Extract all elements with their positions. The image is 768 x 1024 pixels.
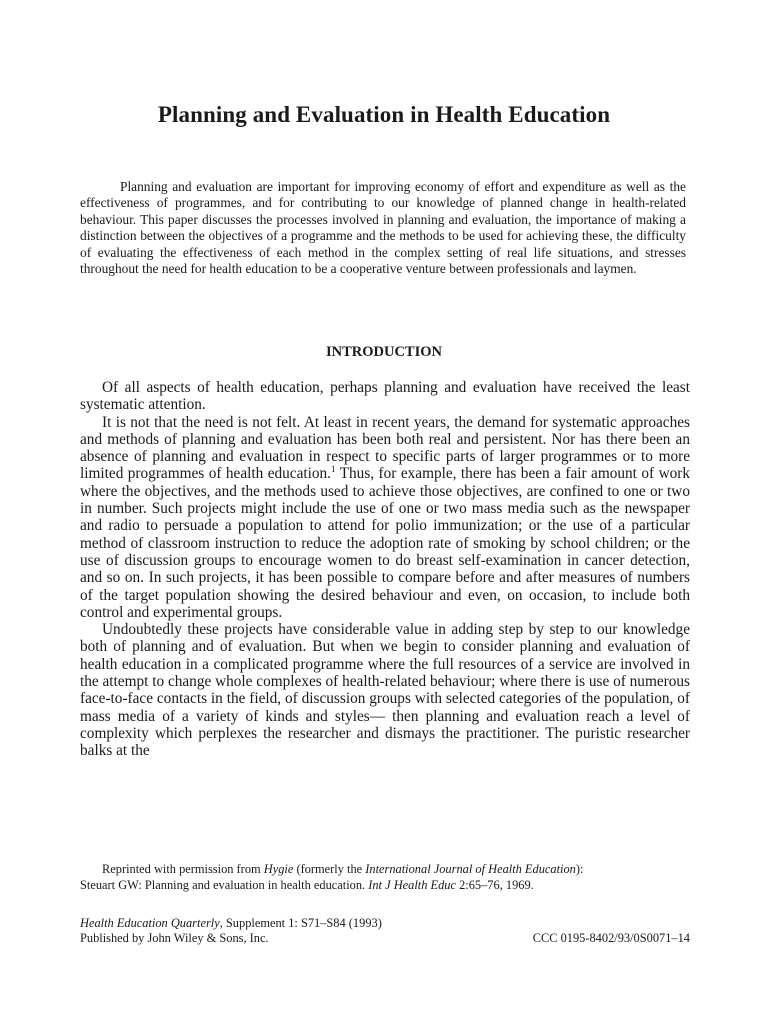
- article-title: Planning and Evaluation in Health Education: [157, 102, 611, 127]
- reprint-journal: Hygie: [263, 862, 294, 876]
- page-footer: [80, 916, 690, 946]
- footer-supplement: , Supplement 1: S71–S84 (1993): [219, 916, 382, 930]
- section-heading-introduction: INTRODUCTION: [325, 344, 442, 360]
- body-text: [80, 379, 690, 760]
- reprint-notice: [80, 862, 690, 893]
- citation-journal: Int J Health Educ: [368, 877, 456, 892]
- reprint-end: ):: [575, 862, 584, 876]
- citation-start: Steuart GW: Planning and evaluation in health education.: [80, 877, 369, 892]
- paragraph-2-part-1: It is not that the need is not felt. At least in recent years, the demand for systematic approaches and methods of planning and evaluation has been both real and persistent. Nor has there been an absence of planning and evaluation in respect to specific parts of larger programmes or to more limited programmes of health education.: [80, 413, 690, 483]
- paragraph-1: Of all aspects of health education, perhaps planning and evaluation have received the least systematic attention.: [80, 379, 690, 414]
- paragraph-3: Undoubtedly these projects have considerable value in adding step by step to our knowledge both of planning and of evaluation. But when we begin to consider planning and evaluation of health education in a complicated programme where the full resources of a service are involved in the attempt to change whole complexes of health-related behaviour; where there is use of numerous face-to-face contacts in the field, of discussion groups with selected categories of the population, of mass media of a variety of kinds and styles— then planning and evaluation reach a level of complexity which perplexes the researcher and dismays the practitioner. The puristic researcher balks at the: [80, 621, 690, 760]
- footer-journal: Health Education Quarterly: [80, 916, 220, 930]
- abstract: Planning and evaluation are important for improving economy of effort and expenditure as well as the effectiveness of programmes, and for contributing to our knowledge of planned change in health-related behaviour. This paper discusses the processes involved in planning and evaluation, the importance of making a distinction between the objectives of a programme and the methods to be used for achieving these, the difficulty of evaluating the effectiveness of each method in the complex setting of real life situations, and stresses throughout the need for health education to be a cooperative venture between professionals and laymen.: [80, 179, 686, 277]
- reprint-prefix: Reprinted with permission from: [102, 862, 264, 876]
- footnote-ref: 1: [331, 464, 336, 475]
- paragraph-2: [80, 414, 690, 622]
- paragraph-2-part-2: Thus, for example, there has been a fair amount of work where the objectives, and the methods used to achieve those objectives, are confined to one or two in number. Such projects might include the use of one or two mass media such as the newspaper and radio to persuade a population to attend for polio immunization; or the use of a particular method of classroom instruction to reduce the adoption rate of smoking by school children; or the use of discussion groups to encourage women to do breast self-examination in cancer detection, and so on. In such projects, it has been possible to compare before and after measures of numbers of the target population showing the desired behaviour and even, on occasion, to include both control and experimental groups.: [80, 465, 691, 621]
- footer-publisher: Published by John Wiley & Sons, Inc.: [80, 931, 269, 945]
- reprint-former-journal: International Journal of Health Education: [365, 862, 576, 876]
- reprint-mid: (formerly the: [293, 862, 366, 876]
- citation-end: 2:65–76, 1969.: [455, 877, 534, 892]
- footer-code: CCC 0195-8402/93/0S0071–14: [532, 931, 690, 945]
